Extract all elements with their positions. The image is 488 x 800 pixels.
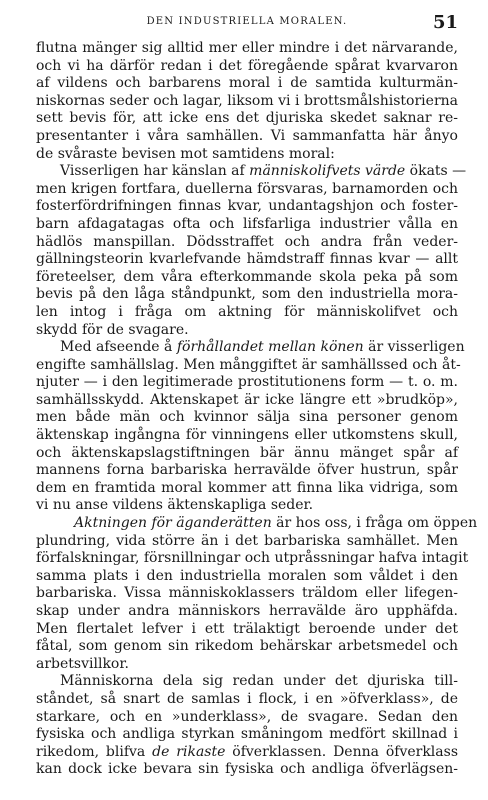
text-run: och vi ha därför redan i det föregående spårat kvarvaron xyxy=(36,57,458,74)
text-run: skap under andra människors herravälde äro upphäfda. xyxy=(36,603,458,619)
text-run: niskornas seder och lagar, liksom vi i brottsmålshistorierna xyxy=(36,92,458,109)
text-line xyxy=(36,515,478,533)
text-line xyxy=(36,603,458,621)
italic-text-run: Aktningen för äganderätten xyxy=(74,515,272,532)
text-run: företeelser, dem våra efterkommande skola peka på som xyxy=(36,268,458,285)
text-line xyxy=(36,656,458,674)
text-run: arbetsvillkor. xyxy=(36,655,129,672)
text-run: barn afdagatagas ofta och lifsfarliga industrier vålla en xyxy=(36,215,458,232)
text-line xyxy=(36,691,458,709)
text-run: Med afseende å xyxy=(60,339,177,356)
text-run: fåtal, som genom sin rikedom behärskar arbetsmedel och xyxy=(36,638,458,655)
text-line xyxy=(36,374,458,392)
text-line xyxy=(36,234,458,252)
text-run: dem en framtida moral kommer att finna lika vidriga, som xyxy=(36,479,458,496)
text-line xyxy=(36,462,458,480)
text-line xyxy=(36,761,458,779)
text-run: ståndet, så snart de samlas i flock, i en »öfverklass», de xyxy=(36,690,458,707)
italic-text-run: människolifvets värde xyxy=(249,163,406,180)
text-line xyxy=(36,673,458,691)
italic-text-run: de rikaste xyxy=(152,743,226,760)
text-line xyxy=(36,621,458,639)
text-line xyxy=(36,110,458,128)
text-line xyxy=(36,550,469,568)
text-line xyxy=(36,339,465,357)
text-line xyxy=(36,497,458,515)
text-run: hädlös manspillan. Dödsstraffet och andra från veder- xyxy=(36,233,458,250)
body-text xyxy=(36,40,478,779)
text-run: Visserligen har känslan af xyxy=(60,163,250,180)
italic-text-run: förhållandet mellan könen xyxy=(176,339,364,356)
text-run: öfverklassen. Denna öfverklass xyxy=(225,743,459,760)
text-run: len intog i fråga om aktning för människolifvet och xyxy=(36,303,458,320)
page-header xyxy=(36,12,458,36)
text-run: samhällsskydd. Aktenskapet är icke längre ett »brudköp», xyxy=(36,391,458,408)
text-run: barbariska. Vissa människoklassers träldom eller lifegen- xyxy=(36,585,458,602)
text-run: förfalskningar, försnillningar och utpråssningar hafva intagit xyxy=(36,550,469,567)
text-run: sett bevis för, att icke ens det djuriska skedet saknar re- xyxy=(36,110,458,127)
text-run: ökats — xyxy=(405,163,467,180)
text-line xyxy=(36,744,458,762)
text-run: Men flertalet lefver i ett trälaktigt beroende under det xyxy=(36,620,458,637)
text-line xyxy=(36,269,458,287)
text-run: bevis på den låga ståndpunkt, som den industriella mora- xyxy=(36,286,458,303)
text-run: njuter — i den legitimerade prostitutionens form — t. o. m. xyxy=(36,374,458,391)
text-run: fysiska och andliga styrkan småningom medfört skillnad i xyxy=(36,726,458,743)
text-run: gällningsteorin kvarlefvande hämdstraff finnas kvar — allt xyxy=(36,251,458,268)
text-line xyxy=(36,709,458,727)
text-line xyxy=(36,75,458,93)
text-run: starkare, och en »underklass», de svagare. Sedan den xyxy=(36,708,458,725)
text-line xyxy=(36,286,458,304)
text-line xyxy=(36,638,458,656)
text-line xyxy=(36,568,458,586)
text-line xyxy=(36,163,467,181)
text-run: men krigen fortfara, duellerna försvaras, barnamorden och xyxy=(36,180,458,197)
text-run: de svåraste bevisen mot samtidens moral: xyxy=(36,145,335,162)
text-run: Människorna dela sig redan under det djuriska till- xyxy=(60,673,458,690)
page-number: 51 xyxy=(432,12,458,33)
text-run: vi nu anse vildens äktenskapliga seder. xyxy=(36,497,314,514)
text-run: rikedom, blifva xyxy=(36,743,153,760)
text-line xyxy=(36,40,458,58)
text-line xyxy=(36,427,458,445)
text-run: engifte samhällslag. Men månggiftet är samhällssed och åt- xyxy=(36,356,461,373)
text-line xyxy=(36,585,458,603)
running-head: DEN INDUSTRIELLA MORALEN. xyxy=(146,16,348,27)
text-line xyxy=(36,392,458,410)
text-line xyxy=(36,322,458,340)
text-run: är visserligen xyxy=(363,339,465,356)
text-run: men både män och kvinnor sälja sina personer genom xyxy=(36,409,458,426)
text-line xyxy=(36,181,458,199)
text-line xyxy=(36,304,458,322)
text-line xyxy=(36,128,458,146)
text-run: äktenskap ingångna för vinningens eller utkomstens skull, xyxy=(36,427,458,444)
text-run: presentanter i våra samhällen. Vi sammanfatta här ånyo xyxy=(36,127,458,144)
text-run: af vildens och barbarens moral i de samtida kulturmän- xyxy=(36,75,458,92)
text-run: mannens forna barbariska herravälde öfver hustrun, spår xyxy=(36,462,458,479)
text-line xyxy=(36,58,458,76)
text-run: fosterfördrifningen finnas kvar, undantagshjon och foster- xyxy=(36,198,458,215)
text-line xyxy=(36,480,458,498)
text-run: kan dock icke bevara sin fysiska och andliga öfverlägsen- xyxy=(36,761,458,778)
text-line xyxy=(36,533,458,551)
text-line xyxy=(36,726,458,744)
text-line xyxy=(36,146,458,164)
text-line xyxy=(36,409,458,427)
text-run: är hos oss, i fråga om öppen xyxy=(271,515,478,532)
text-run: plundring, vida större än i det barbariska samhället. Men xyxy=(36,532,458,549)
text-line xyxy=(36,198,458,216)
text-run: flutna mänger sig alltid mer eller mindre i det närvarande, xyxy=(36,40,458,56)
text-line xyxy=(36,93,458,111)
text-run: och äktenskapslagstiftningen bär ännu mänget spår af xyxy=(36,444,458,461)
text-line xyxy=(36,251,458,269)
text-line xyxy=(36,216,458,234)
text-run: skydd för de svagare. xyxy=(36,321,189,338)
text-line xyxy=(36,356,461,375)
text-line xyxy=(36,445,458,463)
text-run: samma plats i den industriella moralen som våldet i den xyxy=(36,567,458,584)
